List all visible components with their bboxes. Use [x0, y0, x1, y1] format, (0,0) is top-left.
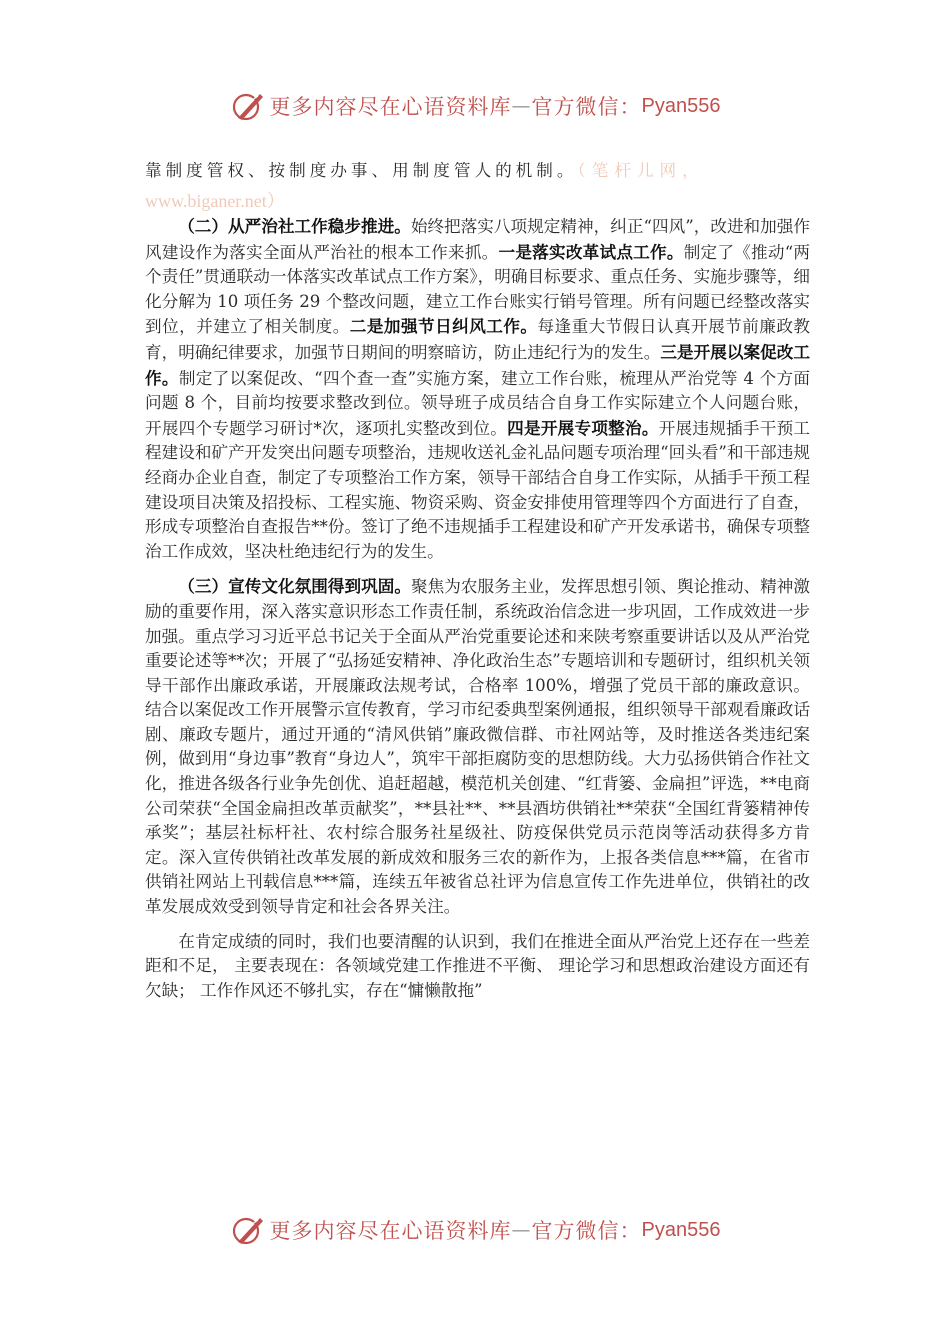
watermark-text: （笔杆儿网，	[577, 161, 705, 180]
banner-wechat-id: Pyan556	[641, 94, 721, 117]
quill-logo-icon	[230, 1212, 266, 1248]
section-3-paragraph: （三）宣传文化氛围得到巩固。聚焦为农服务主业，发挥思想引领、舆论推动、精神激励的重要作用，深入落实意识形态工作责任制，系统政治信念进一步巩固，工作成效进一步加强。重点学习习近平总书记关于全面从严治党重要论述和来陕考察重要讲话以及从严治党重要论述等**次；开展了“弘扬延安精神、净化政治生态”专题培训和专题研讨，组织机关领导干部作出廉政承诺，开展廉政法规考试，合格率 100%，增强了党员干部的廉政意识。结合以案促改工作开展警示宣传教育，学习市纪委典型案例通报，组织领导干部观看廉政话剧、廉政专题片，通过开通的“清风供销”廉政微信群、市社网站等，及时推送各类违纪案例，做到用“身边事”教育“身边人”，筑牢干部拒腐防变的思想防线。大力弘扬供销合作社文化，推进各级各行业争先创优、追赶超越，模范机关创建、“红背篓、金扁担”评选，**电商公司荣获“全国金扁担改革贡献奖”，**县社**、**县酒坊供销社**荣获“全国红背篓精神传承奖”；基层社标杆社、农村综合服务社星级社、防疫保供党员示范岗等活动获得多方肯定。深入宣传供销社改革发展的新成效和服务三农的新作为，上报各类信息***篇，在省市供销社网站上刊载信息***篇，连续五年被省总社评为信息宣传工作先进单位，供销社的改革发展成效受到领导肯定和社会各界关注。	[145, 576, 811, 917]
watermark-url: www.biganer.net）	[145, 191, 285, 211]
section-2-paragraph: （二）从严治社工作稳步推进。始终把落实八项规定精神，纠正“四风”，改进和加强作风建设作为落实全面从严治社的根本工作来抓。一是落实改革试点工作。制定了《推动“两个责任”贯通联动一体落实改革试点工作方案》，明确目标要求、重点任务、实施步骤等，细化分解为 10 项任务 29 个整改问题，建立工作台账实行销号管理。所有问题已经整改落实到位，并建立了相关制度。二是加强节日纠风工作。每逢重大节假日认真开展节前廉政教育，明确纪律要求，加强节日期间的明察暗访，防止违纪行为的发生。三是开展以案促改工作。制定了以案促改、“四个查一查”实施方案，建立工作台账，梳理从严治党等 4 个方面问题 8 个，目前均按要求整改到位。领导班子成员结合自身工作实际建立个人问题台账，开展四个专题学习研讨*次，逐项扎实整改到位。四是开展专项整治。开展违规插手干预工程建设和矿产开发突出问题专项整治，违规收送礼金礼品问题专项治理“回头看”和干部违规经商办企业自查，制定了专项整治工作方案，领导干部结合自身工作实际，从插手干预工程建设项目决策及招投标、工程实施、物资采购、资金安排使用管理等四个方面进行了自查，形成专项整治自查报告**份。签订了绝不违规插手工程建设和矿产开发承诺书，确保专项整治工作成效，坚决杜绝违纪行为的发生。	[145, 216, 811, 561]
point-4: 四是开展专项整治。	[507, 417, 659, 438]
section-3-heading: （三）宣传文化氛围得到巩固。	[178, 576, 411, 597]
footer-separator: —	[511, 1219, 532, 1241]
section-2-heading: （二）从严治社工作稳步推进。	[178, 216, 411, 236]
point-1: 一是落实改革试点工作。	[498, 241, 684, 262]
quill-logo-icon	[230, 88, 266, 124]
footer-title: 更多内容尽在心语资料库	[269, 1219, 512, 1243]
banner-title: 更多内容尽在心语资料库	[269, 95, 512, 119]
closing-paragraph: 在肯定成绩的同时，我们也要清醒的认识到，我们在推进全面从严治党上还存在一些差距和不足， 主要表现在：各领域党建工作推进不平衡、 理论学习和思想政治建设方面还有欠缺； 工作作风还不够扎实，存在“慵懒散拖”	[145, 931, 810, 1000]
footer-banner	[0, 1210, 950, 1250]
point-3: 三是开展以案促改工作。	[145, 341, 811, 388]
banner-separator: —	[511, 95, 532, 117]
banner-wechat-label: 官方微信：	[531, 95, 642, 119]
footer-wechat-id: Pyan556	[641, 1218, 721, 1241]
header-banner	[0, 86, 950, 126]
intro-line: 靠制度管权、按制度办事、用制度管人的机制。（笔杆儿网，	[145, 161, 705, 180]
point-2: 二是加强节日纠风工作。	[349, 316, 538, 337]
document-body	[145, 154, 810, 1013]
footer-wechat-label: 官方微信：	[531, 1219, 642, 1243]
